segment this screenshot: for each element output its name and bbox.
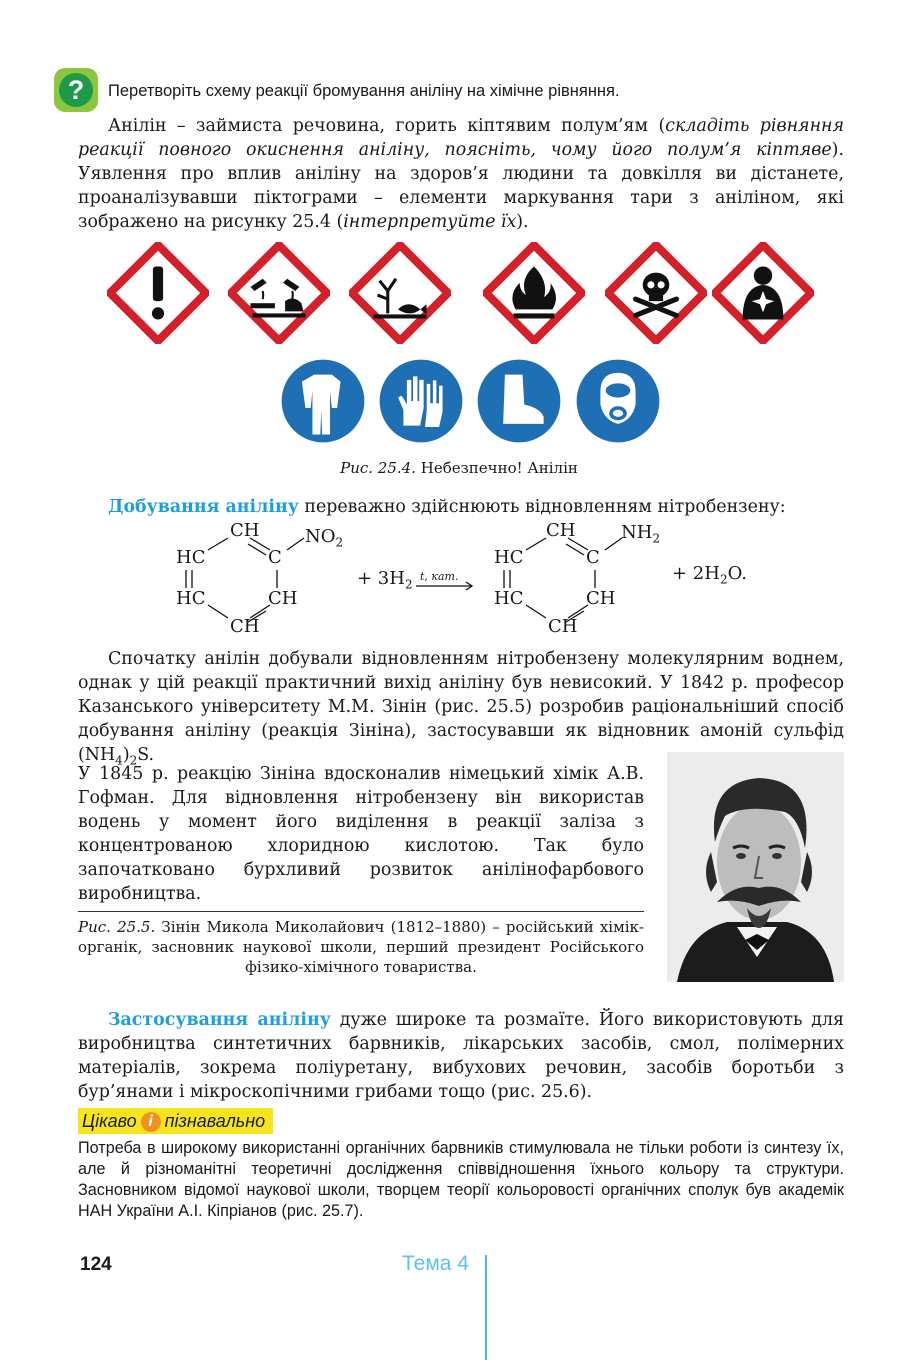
production-heading: Добування аніліну	[108, 497, 299, 517]
fig-25-4-caption: Рис. 25.4. Небезпечно! Анілін	[340, 459, 578, 477]
formula-bonds	[0, 0, 918, 660]
caption-divider	[78, 911, 644, 912]
topic-label: Тема 4	[402, 1252, 469, 1275]
footer-divider	[485, 1255, 487, 1360]
intro-paragraph: Анілін – займиста речовина, горить кіптявим полум’ям (складіть рівняння реакції повного окиснення аніліну, поясніть, чому його полум’я кіптяве). Уявлення про вплив аніліну на здоров’я людини та довкілля ви дістанете, проаналізувавши піктограми – елементи маркування тари з аніліном, які зображено на рисунку 25.4 (інтерпретуйте їх).	[78, 116, 844, 232]
page-number: 124	[80, 1254, 112, 1275]
history-paragraph-bottom: У 1845 р. реакцію Зініна вдосконалив німецький хімік А.В. Гофман. Для відновлення нітробензену він використав водень у момент його виділення в реакції заліза з концентрованою хлоридною кислотою. Так було започатковано бурхливий розвиток анілінофарбового виробництва.	[78, 764, 644, 904]
interesting-text: Потреба в широкому використанні органічних барвників стимулювала не тільки роботи із синтезу їх, але й різноманітні теоретичні дослідження співвідношення їхнього кольору та структури. Засновником відомої наукової школи, творцем теорії кольоровості органічних сполук був академік НАН України А.І. Кіпріанов (рис. 25.7).	[78, 1139, 844, 1220]
interesting-badge: Цікаво і пізнавально	[78, 1108, 273, 1134]
production-line: Добування аніліну переважно здійснюють відновленням нітробензену:	[108, 497, 786, 517]
zinin-portrait	[667, 752, 844, 982]
question-icon: ?	[54, 68, 98, 112]
fig-25-5-caption: Рис. 25.5. Зінін Микола Миколайович (1812–1880) – російський хімік-органік, засновник наукової школи, перший президент Російського фізико-хімічного товариства.	[78, 918, 644, 976]
arrow-label: t, кат.	[420, 570, 459, 583]
application-paragraph: Застосування аніліну дуже широке та розмаїте. Його використовують для виробництва синтетичних барвників, лікарських засобів, смол, полімерних матеріалів, зокрема поліуретану, вибухових речовин, засобів боротьби з бур’янами і мікроскопічними грибами тощо (рис. 25.6).	[78, 1010, 844, 1102]
info-i-icon: і	[141, 1112, 161, 1132]
history-paragraph-top: Спочатку анілін добували відновленням нітробензену молекулярним воднем, однак у цій реакції практичний вихід аніліну був невисокий. У 1842 р. професор Казанського університету М.М. Зінін (рис. 25.5) розробив раціональніший спосіб добування аніліну (реакція Зініна), застосувавши як відновник амоній сульфід $(NH_4)_2S$.	[78, 649, 844, 768]
application-heading: Застосування аніліну	[108, 1010, 331, 1030]
question-text: Перетворіть схему реакції бромування аніліну на хімічне рівняння.	[108, 82, 620, 100]
